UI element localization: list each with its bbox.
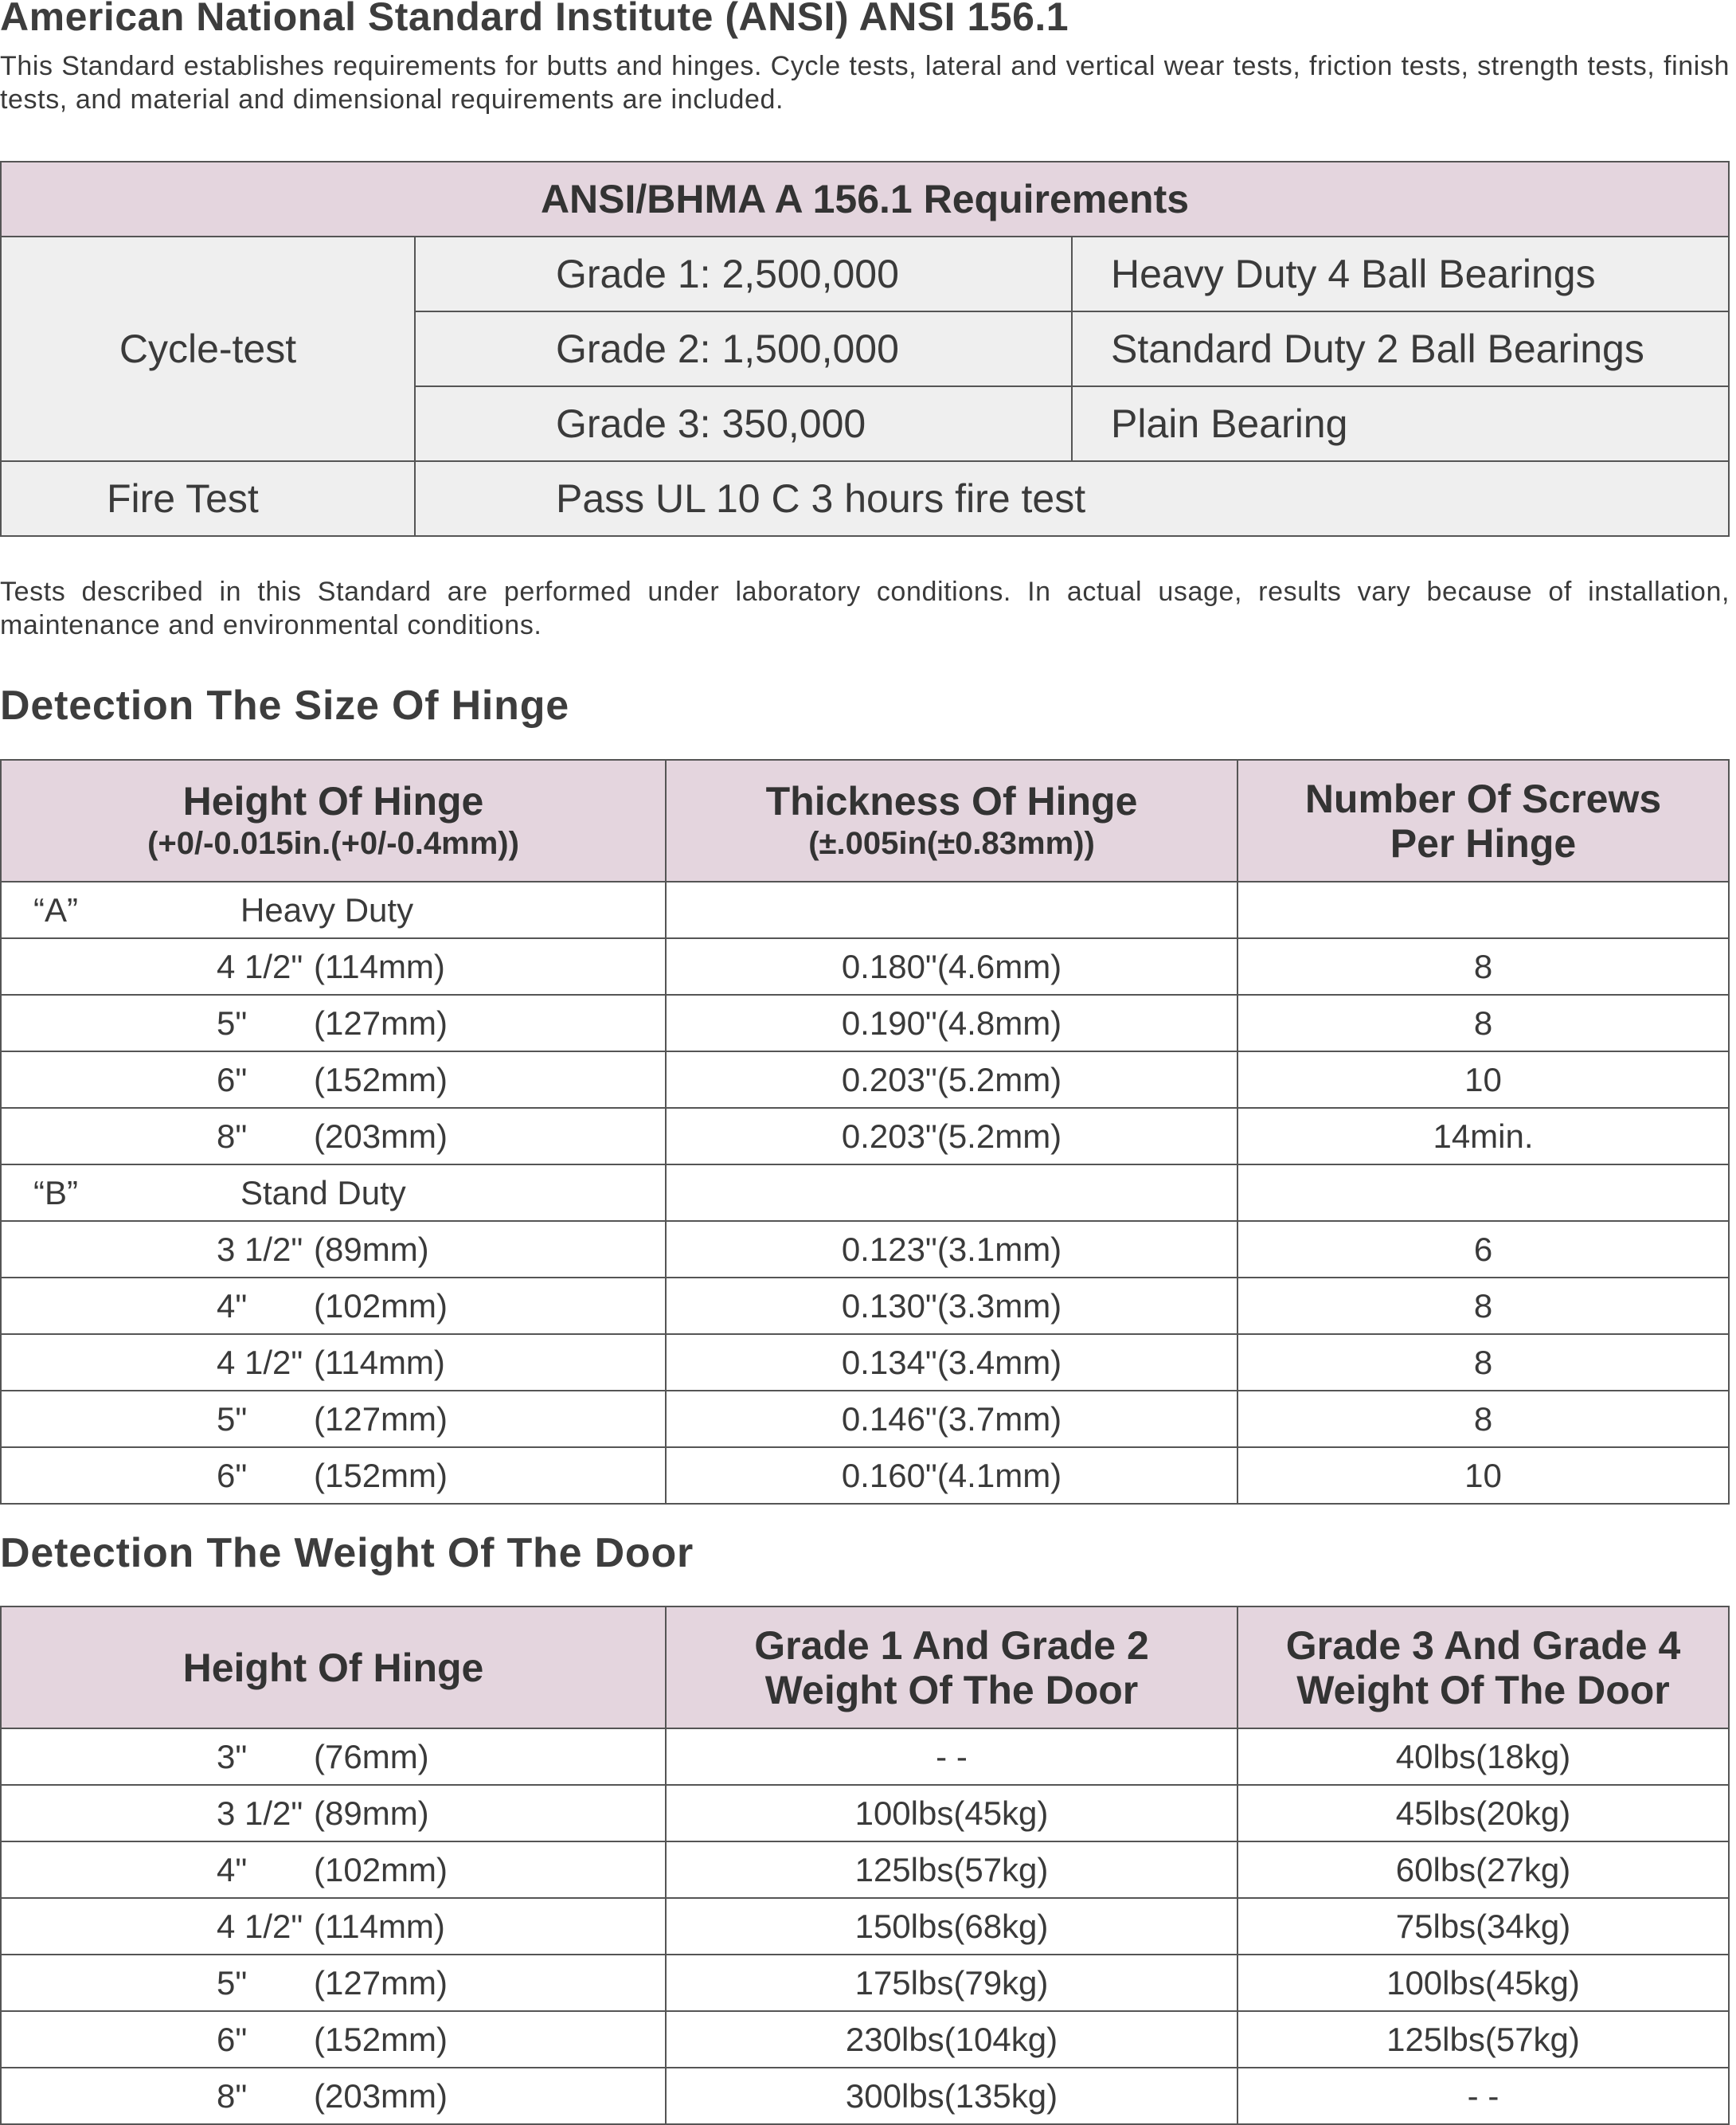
height-mm: (152mm)	[314, 1456, 448, 1494]
grade-value: Grade 2: 1,500,000	[415, 311, 1072, 386]
grade-1-2-weight-cell: 230lbs(104kg)	[666, 2011, 1237, 2068]
height-inches: 6"	[217, 1060, 248, 1098]
table-row	[1, 1447, 1729, 1504]
fire-test-value: Pass UL 10 C 3 hours fire test	[415, 461, 1729, 536]
screws-cell: 8	[1237, 995, 1729, 1051]
height-cell	[1, 995, 666, 1051]
thickness-cell: 0.146"(3.7mm)	[666, 1391, 1237, 1447]
height-mm: (102mm)	[314, 1850, 448, 1888]
height-inches: 6"	[217, 2020, 248, 2058]
hinge-size-table	[0, 759, 1730, 1505]
height-mm: (152mm)	[314, 1060, 448, 1098]
height-cell	[1, 1391, 666, 1447]
weight-table-body	[1, 1728, 1729, 2124]
height-inches: 4 1/2"	[217, 1907, 303, 1945]
height-inches: 3 1/2"	[217, 1230, 303, 1268]
height-inches: 3"	[217, 1737, 248, 1775]
table-row	[1, 1728, 1729, 1785]
group-name: Heavy Duty	[240, 890, 414, 929]
grade-1-2-weight-cell: 125lbs(57kg)	[666, 1841, 1237, 1898]
height-mm: (114mm)	[314, 1343, 445, 1381]
screws-cell: 10	[1237, 1051, 1729, 1108]
screws-cell: 8	[1237, 1391, 1729, 1447]
header-main-line2: Per Hinge	[1390, 820, 1577, 866]
grade-description: Plain Bearing	[1072, 386, 1729, 461]
height-inches: 8"	[217, 2076, 248, 2115]
empty-cell	[1237, 1164, 1729, 1221]
group-row	[1, 1164, 1729, 1221]
grade-1-2-weight-cell: 175lbs(79kg)	[666, 1955, 1237, 2011]
header-sub: (±.005in(±0.83mm))	[808, 825, 1095, 861]
height-mm: (152mm)	[314, 2020, 448, 2058]
group-letter: “A”	[33, 890, 78, 929]
height-cell	[1, 1221, 666, 1278]
header-grade-3-4	[1237, 1606, 1729, 1728]
group-letter: “B”	[33, 1173, 78, 1211]
thickness-cell: 0.130"(3.3mm)	[666, 1278, 1237, 1334]
table-row	[1, 995, 1729, 1051]
grade-1-2-weight-cell: 150lbs(68kg)	[666, 1898, 1237, 1955]
table-row	[1, 1841, 1729, 1898]
size-table-body	[1, 882, 1729, 1504]
header-main-line2: Weight Of The Door	[1296, 1667, 1670, 1712]
thickness-cell: 0.180"(4.6mm)	[666, 938, 1237, 995]
height-cell	[1, 938, 666, 995]
grade-1-2-weight-cell: 100lbs(45kg)	[666, 1785, 1237, 1841]
height-cell	[1, 1108, 666, 1164]
screws-cell: 8	[1237, 938, 1729, 995]
height-mm: (127mm)	[314, 1399, 448, 1438]
header-height	[1, 1606, 666, 1728]
table-row	[1, 1391, 1729, 1447]
requirements-table	[0, 161, 1730, 537]
height-cell	[1, 2011, 666, 2068]
height-inches: 5"	[217, 1399, 248, 1438]
grade-3-4-weight-cell: 125lbs(57kg)	[1237, 2011, 1729, 2068]
grade-value: Grade 1: 2,500,000	[415, 237, 1072, 311]
thickness-cell: 0.123"(3.1mm)	[666, 1221, 1237, 1278]
height-cell	[1, 1785, 666, 1841]
cycle-test-label: Cycle-test	[1, 237, 415, 461]
height-mm: (89mm)	[314, 1794, 429, 1832]
table-row	[1, 1334, 1729, 1391]
screws-cell: 14min.	[1237, 1108, 1729, 1164]
empty-cell	[666, 1164, 1237, 1221]
grade-description: Standard Duty 2 Ball Bearings	[1072, 311, 1729, 386]
requirements-row	[1, 237, 1729, 311]
table-row	[1, 1955, 1729, 2011]
screws-cell: 8	[1237, 1334, 1729, 1391]
header-main: Number Of Screws	[1304, 776, 1662, 821]
door-weight-table	[0, 1606, 1730, 2125]
size-header-row	[1, 760, 1729, 882]
note-paragraph: Tests described in this Standard are performed under laboratory conditions. In actual usage, results vary because of installation, maintenance and environmental conditions.	[0, 577, 1730, 640]
thickness-cell: 0.203"(5.2mm)	[666, 1108, 1237, 1164]
intro-paragraph: This Standard establishes requirements for butts and hinges. Cycle tests, lateral and vertical wear tests, friction tests, strength tests, finish tests, and material and dimensional requirements are included.	[0, 51, 1730, 115]
height-inches: 5"	[217, 1963, 248, 2002]
screws-cell: 8	[1237, 1278, 1729, 1334]
height-mm: (203mm)	[314, 1117, 448, 1155]
thickness-cell: 0.203"(5.2mm)	[666, 1051, 1237, 1108]
height-mm: (114mm)	[314, 947, 445, 985]
height-inches: 3 1/2"	[217, 1794, 303, 1832]
grade-1-2-weight-cell: - -	[666, 1728, 1237, 1785]
height-cell	[1, 1898, 666, 1955]
grade-description: Heavy Duty 4 Ball Bearings	[1072, 237, 1729, 311]
table-row	[1, 1221, 1729, 1278]
height-cell	[1, 1447, 666, 1504]
grade-3-4-weight-cell: 40lbs(18kg)	[1237, 1728, 1729, 1785]
height-mm: (114mm)	[314, 1907, 445, 1945]
table-row	[1, 1898, 1729, 1955]
screws-cell: 10	[1237, 1447, 1729, 1504]
screws-cell: 6	[1237, 1221, 1729, 1278]
height-inches: 4"	[217, 1850, 248, 1888]
height-inches: 5"	[217, 1004, 248, 1042]
fire-test-row	[1, 461, 1729, 536]
thickness-cell: 0.134"(3.4mm)	[666, 1334, 1237, 1391]
table-row	[1, 1278, 1729, 1334]
height-cell	[1, 1334, 666, 1391]
height-cell	[1, 2068, 666, 2124]
height-mm: (127mm)	[314, 1004, 448, 1042]
weight-header-row	[1, 1606, 1729, 1728]
height-inches: 4 1/2"	[217, 1343, 303, 1381]
height-mm: (102mm)	[314, 1286, 448, 1325]
table-row	[1, 1051, 1729, 1108]
grade-3-4-weight-cell: 60lbs(27kg)	[1237, 1841, 1729, 1898]
height-mm: (203mm)	[314, 2076, 448, 2115]
height-mm: (76mm)	[314, 1737, 429, 1775]
height-inches: 4"	[217, 1286, 248, 1325]
table-row	[1, 1108, 1729, 1164]
group-cell	[1, 882, 666, 938]
header-height	[1, 760, 666, 882]
header-sub: (+0/-0.015in.(+0/-0.4mm))	[147, 825, 519, 861]
group-name: Stand Duty	[240, 1173, 406, 1211]
fire-test-label: Fire Test	[1, 461, 415, 536]
height-cell	[1, 1728, 666, 1785]
grade-3-4-weight-cell: 100lbs(45kg)	[1237, 1955, 1729, 2011]
grade-1-2-weight-cell: 300lbs(135kg)	[666, 2068, 1237, 2124]
header-main-line2: Weight Of The Door	[764, 1667, 1139, 1712]
table-row	[1, 938, 1729, 995]
grade-value: Grade 3: 350,000	[415, 386, 1072, 461]
empty-cell	[1237, 882, 1729, 938]
grade-3-4-weight-cell: - -	[1237, 2068, 1729, 2124]
table-row	[1, 2011, 1729, 2068]
header-main: Grade 1 And Grade 2	[754, 1622, 1149, 1668]
height-cell	[1, 1841, 666, 1898]
header-main: Height Of Hinge	[182, 1645, 484, 1690]
requirements-header: ANSI/BHMA A 156.1 Requirements	[1, 162, 1729, 237]
table-row	[1, 1785, 1729, 1841]
height-cell	[1, 1051, 666, 1108]
header-main: Height Of Hinge	[182, 778, 484, 824]
height-inches: 4 1/2"	[217, 947, 303, 985]
header-thickness	[666, 760, 1237, 882]
empty-cell	[666, 882, 1237, 938]
size-section-title: Detection The Size Of Hinge	[0, 683, 570, 729]
requirements-header-row	[1, 162, 1729, 237]
thickness-cell: 0.160"(4.1mm)	[666, 1447, 1237, 1504]
weight-section-title: Detection The Weight Of The Door	[0, 1530, 694, 1576]
grade-3-4-weight-cell: 75lbs(34kg)	[1237, 1898, 1729, 1955]
height-cell	[1, 1278, 666, 1334]
header-main: Thickness Of Hinge	[765, 778, 1138, 824]
thickness-cell: 0.190"(4.8mm)	[666, 995, 1237, 1051]
height-inches: 8"	[217, 1117, 248, 1155]
header-grade-1-2	[666, 1606, 1237, 1728]
height-mm: (89mm)	[314, 1230, 429, 1268]
grade-3-4-weight-cell: 45lbs(20kg)	[1237, 1785, 1729, 1841]
height-mm: (127mm)	[314, 1963, 448, 2002]
group-cell	[1, 1164, 666, 1221]
document-title: American National Standard Institute (ANSI) ANSI 156.1	[0, 0, 1069, 39]
height-inches: 6"	[217, 1456, 248, 1494]
height-cell	[1, 1955, 666, 2011]
header-main: Grade 3 And Grade 4	[1285, 1622, 1681, 1668]
header-screws	[1237, 760, 1729, 882]
table-row	[1, 2068, 1729, 2124]
group-row	[1, 882, 1729, 938]
